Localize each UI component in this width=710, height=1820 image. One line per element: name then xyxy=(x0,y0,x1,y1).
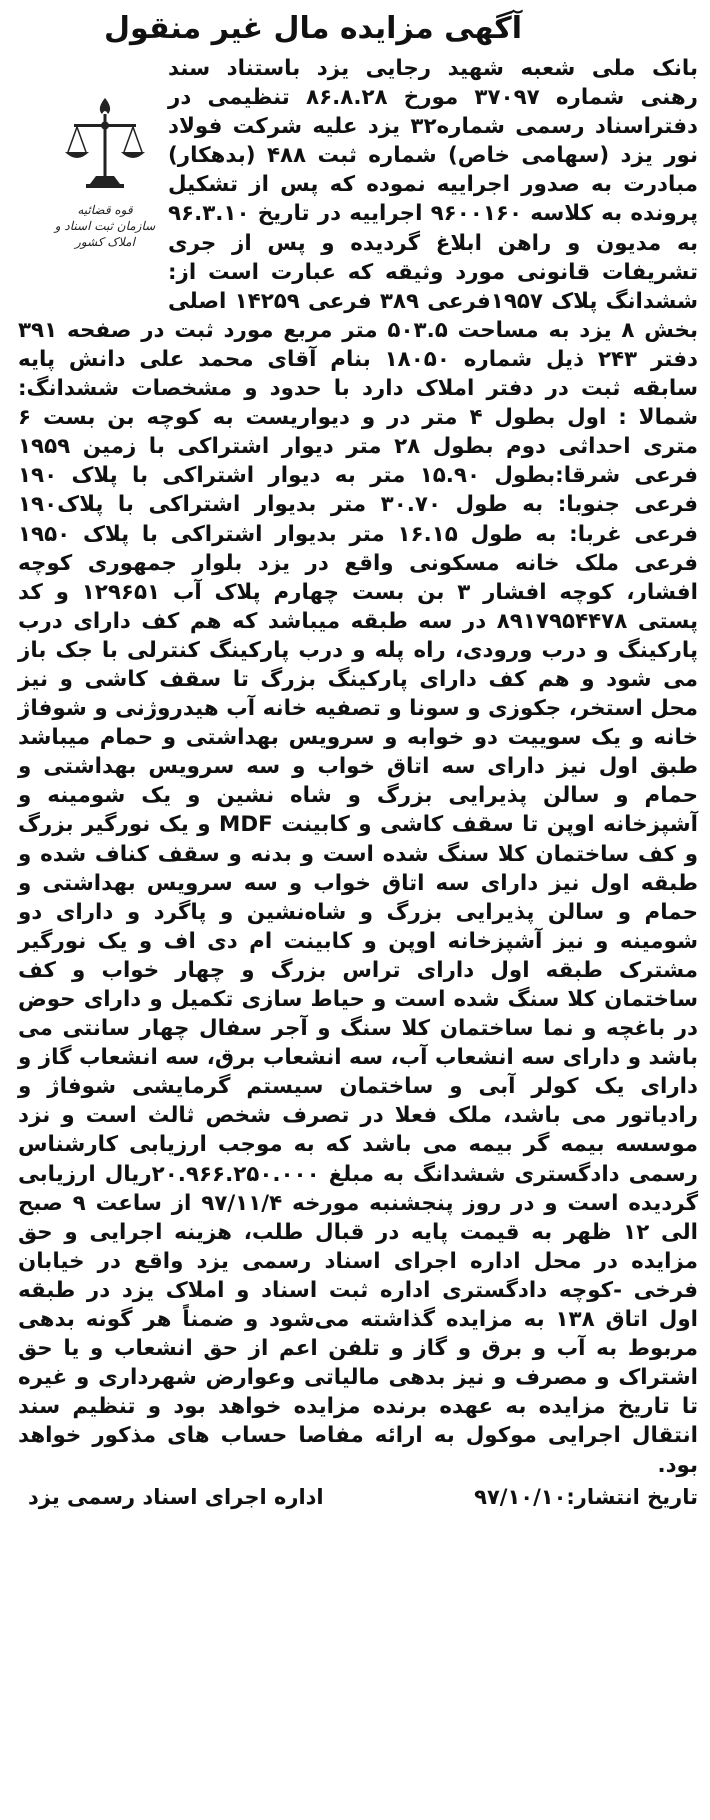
issuing-office: اداره اجرای اسناد رسمی یزد xyxy=(28,1484,324,1509)
judiciary-scales-icon xyxy=(60,92,150,202)
notice-title: آگهی مزایده مال غیر منقول xyxy=(103,11,522,46)
logo-caption-judiciary: قوه قضائیه xyxy=(77,203,133,217)
notice-body: بانک ملی شعبه شهید رجایی یزد باستناد سند رهنی شماره ۳۷۰۹۷ مورخ ۸۶.۸.۲۸ تنظیمی در دفتراسناد رسمی شماره۳۲ یزد علیه شرکت فولاد نور یزد (سهامی خاص) شماره ثبت ۴۸۸ (بدهکار) مبادرت به صدور اجراییه نموده که پس از تشکیل پرونده به کلاسه ۹۶۰۰۱۶۰ اجراییه در تاریخ ۹۶.۳.۱۰ به مدیون و راهن ابلاغ گردیده و پس از جری تشریفات قانونی مورد وثیقه که عبارت است از: ششدانگ پلاک ۱۹۵۷فرعی ۳۸۹ فرعی ۱۴۲۵۹ اصلی بخش ۸ یزد به مساحت ۵۰۳.۵ متر مربع مورد ثبت در صفحه ۳۹۱ دفتر ۲۴۳ ذیل شماره ۱۸۰۵۰ بنام آقای محمد علی دانش پایه سابقه ثبت در دفتر املاک دارد با حدود و مشخصات ششدانگ: شمالا : اول بطول ۴ متر در و دیواریست به کوچه بن بست ۶ متری احداثی دوم بطول ۲۸ متر دیوار اشتراکی با زمین ۱۹۵۹ فرعی شرقا:بطول ۱۵.۹۰ متر به دیوار اشتراکی با پلاک ۱۹۰ فرعی جنوبا: به طول ۳۰.۷۰ متر بدیوار اشتراکی با پلاک۱۹۰ فرعی غربا: به طول ۱۶.۱۵ متر بدیوار اشتراکی با پلاک ۱۹۵۰ فرعی ملک خانه مسکونی واقع در یزد بلوار جمهوری کوچه افشار، کوچه افشار ۳ بن بست چهارم پلاک آب ۱۲۹۶۵۱ و کد پستی ۸۹۱۷۹۵۴۴۷۸ در سه طبقه میباشد که هم کف دارای درب پارکینگ و درب ورودی، راه پله و درب پارکینگ کنترلی با جک باز می شود و هم کف دارای پارکینگ بزرگ تا سقف کاشی و نیز محل استخر، جکوزی و سونا و تصفیه خانه آب هیدروژنی و شوفاژ خانه و یک سوییت دو خوابه و سرویس بهداشتی و حمام میباشد طبق اول نیز دارای سه اتاق خواب و سه سرویس بهداشتی و حمام و سالن پذیرایی بزرگ و شاه نشین و یک شومینه و آشپزخانه اوپن تا سقف کاشی و کابینت MDF و یک نورگیر بزرگ و کف ساختمان کلا سنگ شده است و بدنه و سقف کناف شده و طبقه اول نیز دارای سه اتاق خواب و سه سرویس بهداشتی و حمام و سالن پذیرایی بزرگ و شاه‌نشین و پاگرد و دارای دو شومینه و نیز آشپزخانه اوپن و کابینت ام دی اف و یک نورگیر مشترک طبقه اول دارای تراس بزرگ و چهار خواب و کف ساختمان کلا سنگ شده است و حیاط سازی تکمیل و دارای حوض در باغچه و نما ساختمان کلا سنگ و آجر سفال چهار سانتی می باشد و دارای سه انشعاب آب، سه انشعاب برق، سه انشعاب گاز و دارای یک کولر آبی و ساختمان سیستم گرمایشی شوفاژ و رادیاتور می باشد، ملک فعلا در تصرف شخص ثالث است و نزد موسسه بیمه گر بیمه می باشد که به موجب ارزیابی کارشناس رسمی دادگستری ششدانگ به مبلغ ۲۰.۹۶۶.۲۵۰.۰۰۰ریال ارزیابی گردیده است و در روز پنجشنبه مورخه ۹۷/۱۱/۴ از ساعت ۹ صبح الی ۱۲ ظهر به قیمت پایه در قبال طلب، هزینه اجرایی و حق مزایده در محل اداره اجرای اسناد رسمی یزد واقع در خیابان فرخی -کوچه دادگستری اداره ثبت اسناد و املاک یزد در طبقه اول اتاق ۱۳۸ به مزایده گذاشته می‌شود و ضمناً هر گونه بدهی مربوط به آب و برق و گاز و تلفن اعم از حق انشعاب و یا حق اشتراک و مصرف و نیز بدهی مالیاتی وعوارض شهرداری و غیره تا تاریخ مزایده به عهده برنده مزایده خواهد بود و تنظیم سند انتقال اجرایی موکول به ارائه مفاصا حساب های مذکور خواهد بود. xyxy=(18,56,699,1478)
judiciary-logo xyxy=(40,92,170,262)
logo-caption-registry: سازمان ثبت اسناد و املاک کشور xyxy=(54,219,156,249)
publish-date: تاریخ انتشار:۹۷/۱۰/۱۰ xyxy=(474,1484,698,1509)
notice-footer xyxy=(18,1482,698,1512)
